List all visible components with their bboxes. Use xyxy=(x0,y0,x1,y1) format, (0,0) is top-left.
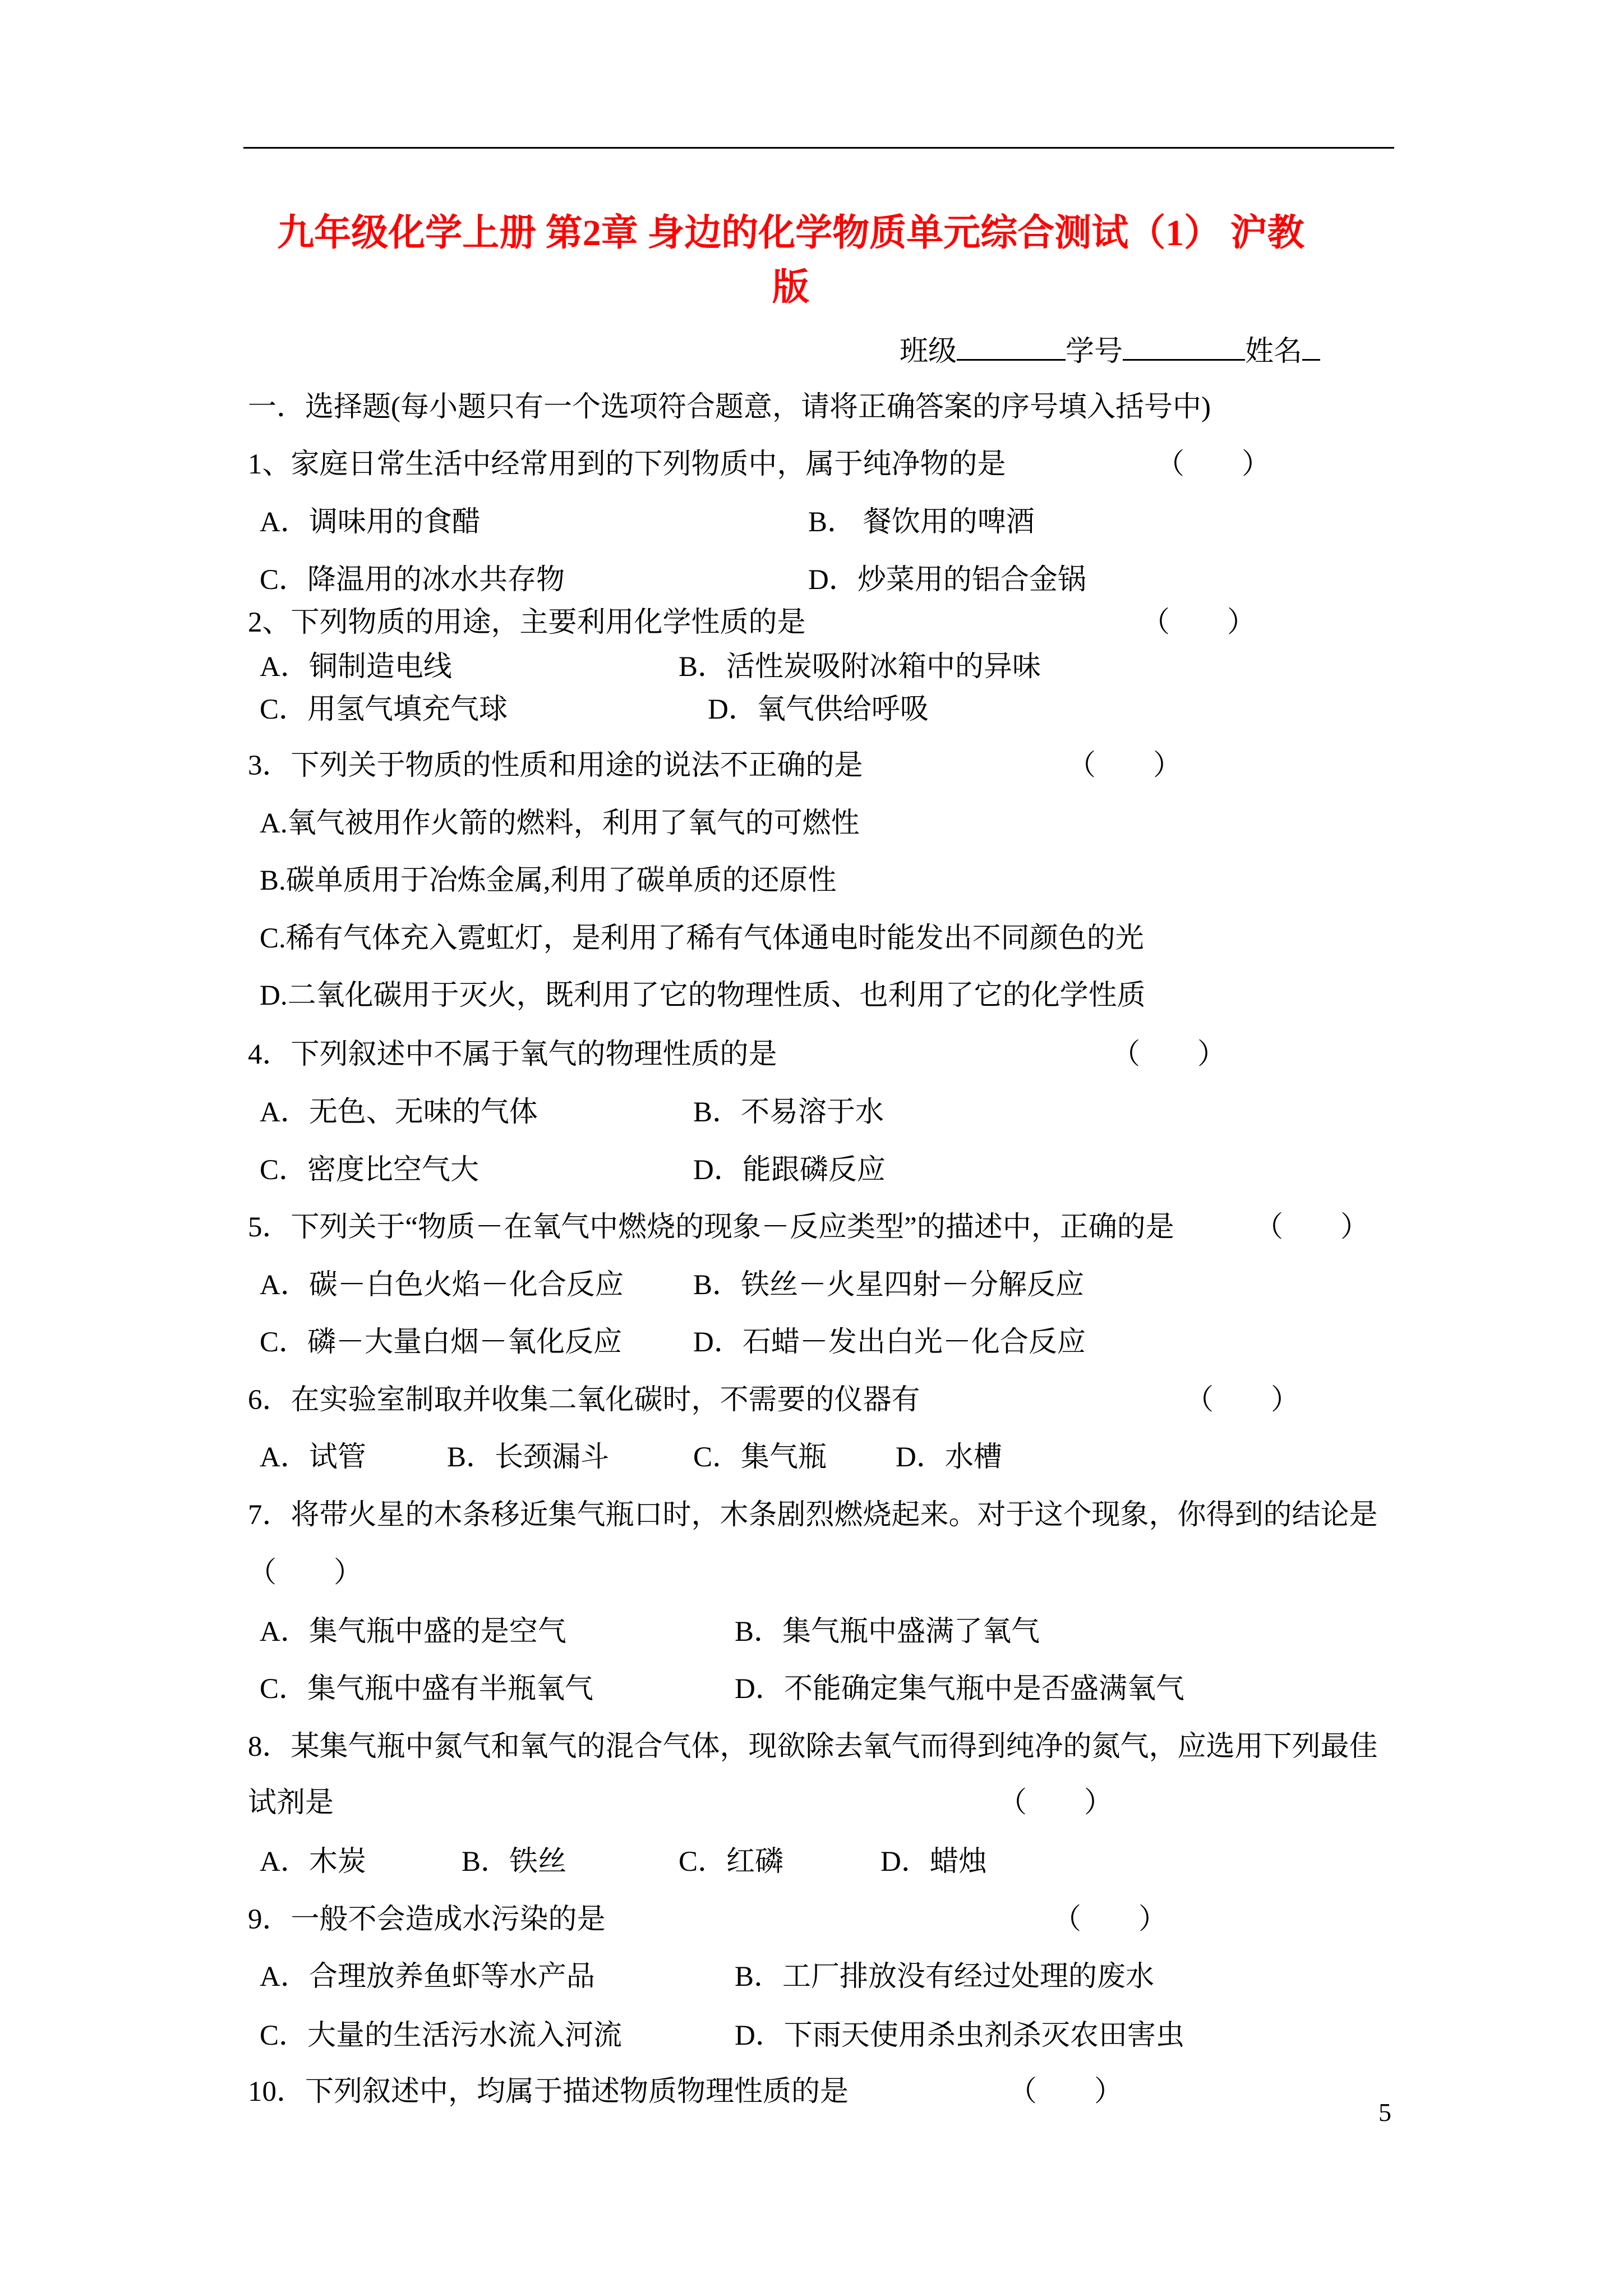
question-7-option-d: D．不能确定集气瓶中是否盛满氧气 xyxy=(735,1673,1184,1705)
question-9-stem: 9．一般不会造成水污染的是 xyxy=(248,1904,606,1935)
question-3-answer-blank: （ ） xyxy=(1067,750,1182,781)
question-5-option-a: A．碳－白色火焰－化合反应 xyxy=(260,1269,624,1301)
question-9-option-c: C．大量的生活污水流入河流 xyxy=(260,2020,623,2051)
question-4-option-a: A．无色、无味的气体 xyxy=(260,1097,538,1128)
question-3-option-c: C.稀有气体充入霓虹灯，是利用了稀有气体通电时能发出不同颜色的光 xyxy=(260,923,1144,954)
header-rule xyxy=(243,147,1394,149)
question-7-option-a: A．集气瓶中盛的是空气 xyxy=(260,1616,566,1648)
question-5-option-d: D．石蜡－发出白光－化合反应 xyxy=(693,1327,1086,1358)
question-7-stem: 7．将带火星的木条移近集气瓶口时，木条剧烈燃烧起来。对于这个现象，你得到的结论是 xyxy=(248,1499,1378,1531)
question-1-option-a: A．调味用的食醋 xyxy=(260,507,481,538)
question-3-stem: 3．下列关于物质的性质和用途的说法不正确的是 xyxy=(248,750,863,781)
question-1-option-d: D．炒菜用的铝合金锅 xyxy=(808,564,1086,596)
name-label: 姓名 xyxy=(1245,336,1303,367)
class-blank xyxy=(957,334,1066,361)
question-1-answer-blank: （ ） xyxy=(1156,449,1271,480)
question-4-stem: 4．下列叙述中不属于氧气的物理性质的是 xyxy=(248,1039,777,1070)
class-label: 班级 xyxy=(900,336,957,367)
question-7-option-b: B．集气瓶中盛满了氧气 xyxy=(735,1616,1040,1648)
question-10-stem: 10．下列叙述中，均属于描述物质物理性质的是 xyxy=(248,2076,849,2108)
question-6-stem: 6．在实验室制取并收集二氧化碳时，不需要的仪器有 xyxy=(248,1384,920,1416)
question-2-stem: 2、下列物质的用途，主要利用化学性质的是 xyxy=(248,607,806,638)
student-number-blank xyxy=(1123,334,1245,361)
question-2-option-b: B．活性炭吸附冰箱中的异味 xyxy=(679,651,1041,683)
section-heading: 一．选择题(每小题只有一个选项符合题意，请将正确答案的序号填入括号中) xyxy=(248,392,1211,423)
question-8-answer-blank: （ ） xyxy=(998,1787,1113,1819)
question-4-option-b: B．不易溶于水 xyxy=(693,1097,884,1128)
question-7-option-c: C．集气瓶中盛有半瓶氧气 xyxy=(260,1673,594,1705)
question-2-option-d: D．氧气供给呼吸 xyxy=(708,694,929,725)
question-7-answer-blank: （ ） xyxy=(248,1557,363,1589)
name-blank xyxy=(1302,334,1320,361)
question-6-option-c: C．集气瓶 xyxy=(693,1442,827,1473)
page-number: 5 xyxy=(1378,2098,1391,2127)
document-title-line-2: 版 xyxy=(772,267,809,308)
question-2-option-a: A．铜制造电线 xyxy=(260,651,452,683)
question-8-option-a: A．木炭 xyxy=(260,1846,366,1878)
question-6-option-b: B．长颈漏斗 xyxy=(447,1442,610,1473)
document-title-line-1: 九年级化学上册 第2章 身边的化学物质单元综合测试（1） 沪教 xyxy=(277,213,1304,254)
question-9-answer-blank: （ ） xyxy=(1053,1904,1168,1935)
question-8-stem-continued: 试剂是 xyxy=(248,1787,334,1819)
question-3-option-b: B.碳单质用于冶炼金属,利用了碳单质的还原性 xyxy=(260,865,837,896)
question-1-option-b: B． 餐饮用的啤酒 xyxy=(808,507,1035,538)
question-6-answer-blank: （ ） xyxy=(1185,1384,1300,1416)
question-4-option-c: C．密度比空气大 xyxy=(260,1154,479,1186)
question-3-option-a: A.氧气被用作火箭的燃料，利用了氧气的可燃性 xyxy=(260,808,860,839)
question-3-option-d: D.二氧化碳用于灭火，既利用了它的物理性质、也利用了它的化学性质 xyxy=(260,980,1146,1011)
question-6-option-a: A．试管 xyxy=(260,1442,366,1473)
student-number-label: 学号 xyxy=(1066,336,1123,367)
question-5-answer-blank: （ ） xyxy=(1255,1212,1370,1243)
question-8-option-b: B．铁丝 xyxy=(462,1846,567,1878)
question-9-option-d: D．下雨天使用杀虫剂杀灭农田害虫 xyxy=(735,2020,1184,2051)
question-4-option-d: D．能跟磷反应 xyxy=(693,1154,886,1186)
question-1-option-c: C．降温用的冰水共存物 xyxy=(260,564,565,596)
question-8-option-d: D．蜡烛 xyxy=(880,1846,987,1878)
question-8-stem: 8．某集气瓶中氮气和氧气的混合气体，现欲除去氧气而得到纯净的氮气，应选用下列最佳 xyxy=(248,1731,1378,1763)
question-10-answer-blank: （ ） xyxy=(1008,2076,1123,2108)
student-info xyxy=(900,334,1320,368)
question-9-option-a: A．合理放养鱼虾等水产品 xyxy=(260,1961,595,1993)
question-5-stem: 5．下列关于“物质－在氧气中燃烧的现象－反应类型”的描述中，正确的是 xyxy=(248,1212,1174,1243)
question-4-answer-blank: （ ） xyxy=(1112,1039,1227,1070)
question-6-option-d: D．水槽 xyxy=(896,1442,1002,1473)
question-1-stem: 1、家庭日常生活中经常用到的下列物质中，属于纯净物的是 xyxy=(248,449,1006,480)
question-5-option-b: B．铁丝－火星四射－分解反应 xyxy=(693,1269,1085,1301)
question-8-option-c: C．红磷 xyxy=(679,1846,784,1878)
question-2-option-c: C．用氢气填充气球 xyxy=(260,694,508,725)
question-5-option-c: C．磷－大量白烟－氧化反应 xyxy=(260,1327,623,1358)
question-2-answer-blank: （ ） xyxy=(1141,607,1256,638)
question-9-option-b: B．工厂排放没有经过处理的废水 xyxy=(735,1961,1155,1993)
